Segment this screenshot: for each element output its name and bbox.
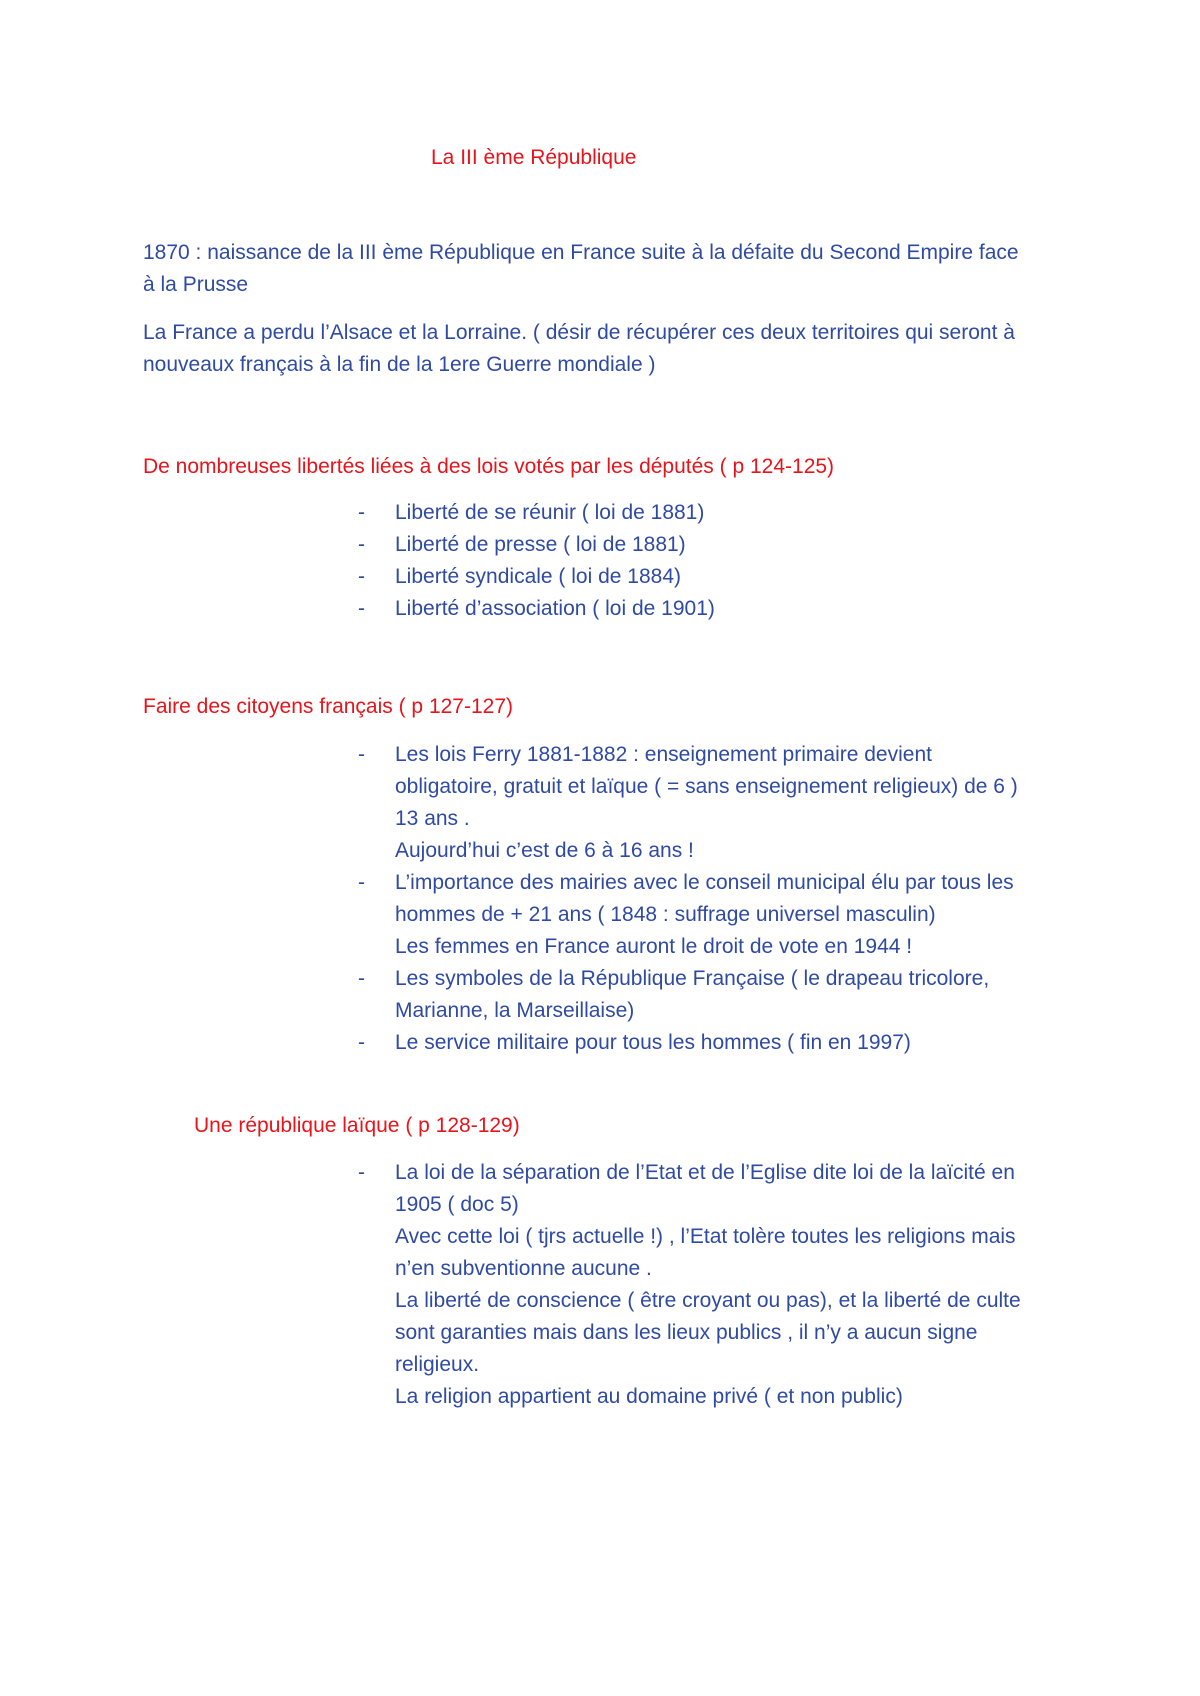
list-item-line: hommes de + 21 ans ( 1848 : suffrage universel masculin)	[395, 903, 936, 926]
list-item	[355, 1157, 1095, 1413]
list-item-line: La loi de la séparation de l’Etat et de l’Eglise dite loi de la laïcité en	[395, 1161, 1015, 1184]
list-citoyens	[355, 739, 1095, 1059]
list-item-line: Le service militaire pour tous les hommes ( fin en 1997)	[395, 1031, 911, 1054]
section-heading-citoyens: Faire des citoyens français ( p 127-127)	[143, 695, 514, 718]
list-item	[355, 497, 1095, 529]
list-item-line: sont garanties mais dans les lieux publics , il n’y a aucun signe	[395, 1321, 978, 1344]
list-item-line: Les symboles de la République Française ( le drapeau tricolore,	[395, 967, 990, 990]
intro-paragraph-1-line-2: à la Prusse	[143, 273, 249, 296]
bullet-dash: -	[358, 967, 365, 990]
list-item-line: n’en subventionne aucune .	[395, 1257, 652, 1280]
list-item-line: La liberté de conscience ( être croyant ou pas), et la liberté de culte	[395, 1289, 1021, 1312]
document-title: La III ème République	[431, 146, 637, 169]
list-item	[355, 867, 1095, 963]
list-item-line: Les femmes en France auront le droit de vote en 1944 !	[395, 935, 913, 958]
section-heading-libertes: De nombreuses libertés liées à des lois votés par les députés ( p 124-125)	[143, 455, 835, 478]
list-item-line: Les lois Ferry 1881-1882 : enseignement primaire devient	[395, 743, 932, 766]
list-item-line: Liberté de presse ( loi de 1881)	[395, 533, 686, 556]
list-item-line: Liberté d’association ( loi de 1901)	[395, 597, 715, 620]
list-item	[355, 739, 1095, 867]
list-item-line: Marianne, la Marseillaise)	[395, 999, 635, 1022]
list-item	[355, 1027, 1095, 1059]
list-item-line: Avec cette loi ( tjrs actuelle !) , l’Etat tolère toutes les religions mais	[395, 1225, 1016, 1248]
list-item-line: 13 ans .	[395, 807, 470, 830]
intro-paragraph-1-line-1: 1870 : naissance de la III ème République en France suite à la défaite du Second Empire face	[143, 241, 1019, 264]
list-item	[355, 963, 1095, 1027]
list-item	[355, 593, 1095, 625]
section-heading-laicite: Une république laïque ( p 128-129)	[194, 1114, 520, 1137]
list-item-line: La religion appartient au domaine privé ( et non public)	[395, 1385, 903, 1408]
list-laicite	[355, 1157, 1095, 1413]
intro-paragraph-2-line-1: La France a perdu l’Alsace et la Lorraine. ( désir de récupérer ces deux territoires qui seront à	[143, 321, 1015, 344]
list-item-line: religieux.	[395, 1353, 480, 1376]
list-item	[355, 529, 1095, 561]
list-item	[355, 561, 1095, 593]
intro-paragraph-2	[143, 317, 1103, 381]
bullet-dash: -	[358, 871, 365, 894]
bullet-dash: -	[358, 597, 365, 620]
list-item-line: Aujourd’hui c’est de 6 à 16 ans !	[395, 839, 694, 862]
bullet-dash: -	[358, 743, 365, 766]
intro-paragraph-1	[143, 237, 1103, 301]
bullet-dash: -	[358, 1031, 365, 1054]
bullet-dash: -	[358, 565, 365, 588]
list-item-line: obligatoire, gratuit et laïque ( = sans enseignement religieux) de 6 )	[395, 775, 1018, 798]
list-item-line: Liberté syndicale ( loi de 1884)	[395, 565, 682, 588]
list-item-line: Liberté de se réunir ( loi de 1881)	[395, 501, 705, 524]
list-item-line: L’importance des mairies avec le conseil municipal élu par tous les	[395, 871, 1014, 894]
list-libertes	[355, 497, 1095, 625]
list-item-line: 1905 ( doc 5)	[395, 1193, 519, 1216]
bullet-dash: -	[358, 501, 365, 524]
bullet-dash: -	[358, 1161, 365, 1184]
intro-paragraph-2-line-2: nouveaux français à la fin de la 1ere Guerre mondiale )	[143, 353, 656, 376]
bullet-dash: -	[358, 533, 365, 556]
